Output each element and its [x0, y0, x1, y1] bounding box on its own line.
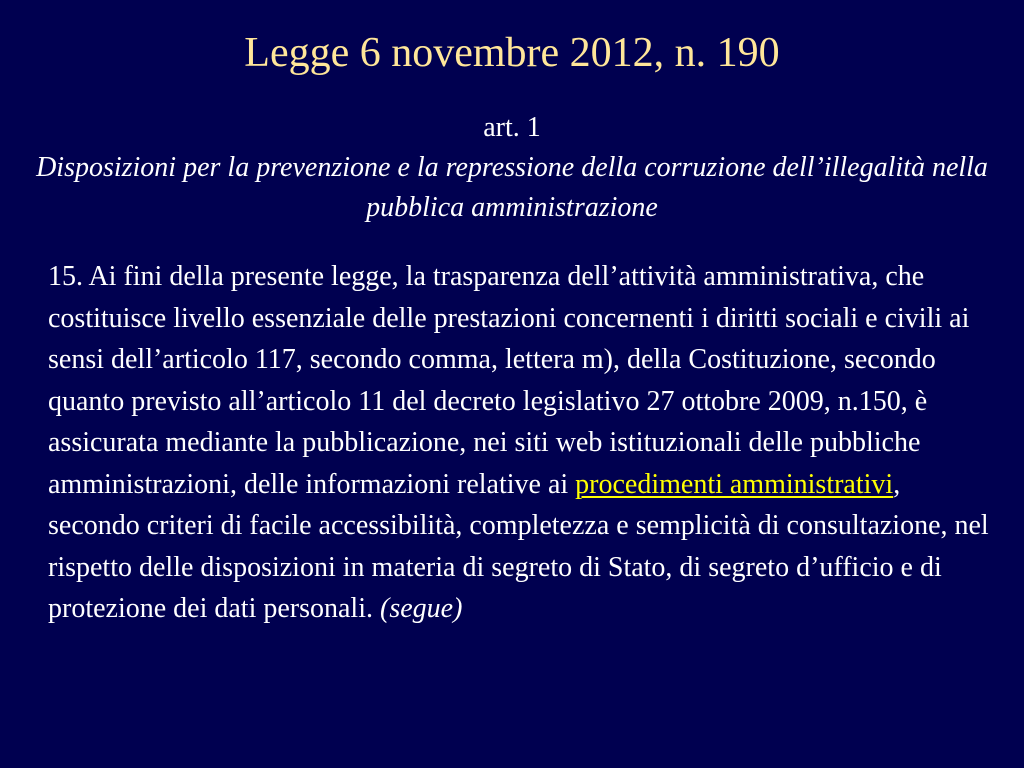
paragraph-text-before-link: 15. Ai fini della presente legge, la trasparenza dell’attività amministrativa, che costituisce livello essenziale delle prestazioni concernenti i diritti sociali e civili ai sensi dell’articolo 117, secondo comma, lettera m), della Costituzione, secondo quanto previsto all’articolo 11 del decreto legislativo 27 ottobre 2009, n.150, è assicurata mediante la pubblicazione, nei siti web istituzionali delle pubbliche amministrazioni, delle informazioni relative ai [48, 261, 970, 500]
continuation-note: (segue) [380, 593, 463, 624]
procedimenti-amministrativi-link[interactable]: procedimenti amministrativi [575, 468, 894, 500]
article-heading [30, 108, 994, 228]
article-number: art. 1 [483, 112, 541, 143]
paragraph-text-after-link: , secondo criteri di facile accessibilità, completezza e semplicità di consultazione, nel rispetto delle disposizioni in materia di segreto di Stato, di segreto d’ufficio e di protezione dei dati personali. [48, 468, 989, 624]
paragraph-15 [48, 256, 998, 630]
slide-title: Legge 6 novembre 2012, n. 190 [244, 30, 780, 76]
article-description: Disposizioni per la prevenzione e la repressione della corruzione dell’illegalità nella pubblica amministrazione [36, 152, 988, 223]
